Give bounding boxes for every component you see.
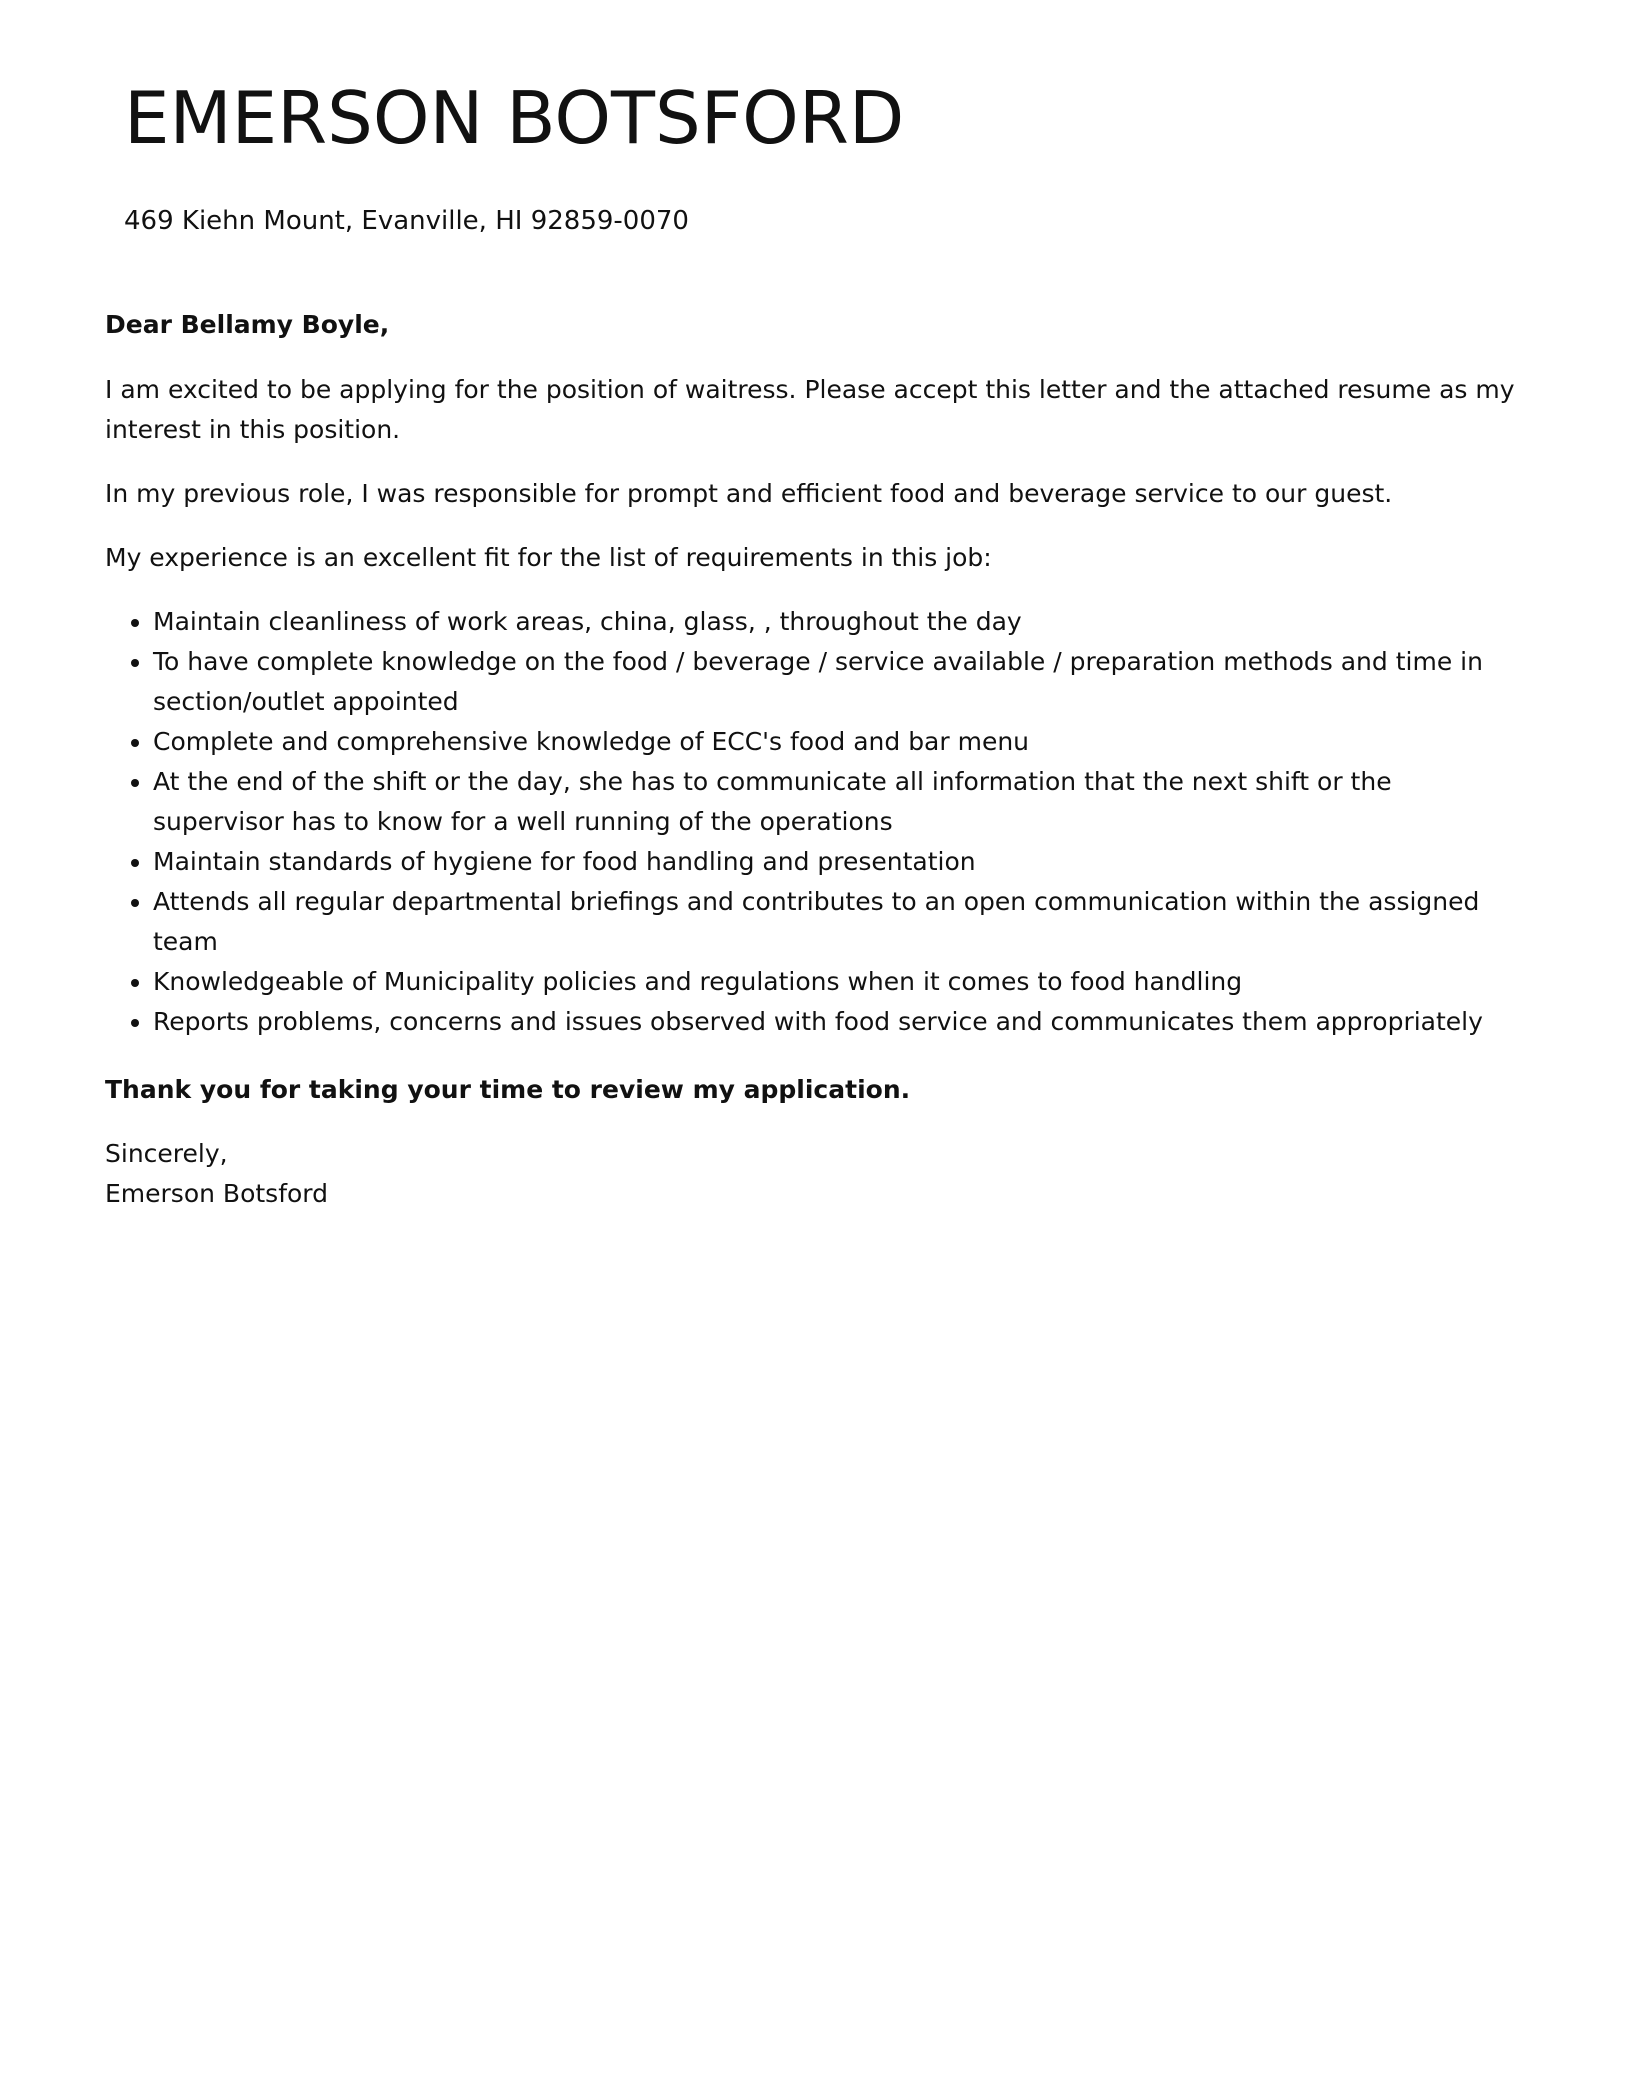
requirements-list (105, 602, 1525, 1042)
requirement-item: • At the end of the shift or the day, she has to communicate all information that the next shift or the supervisor has to know for a well running of the operations (153, 762, 1525, 842)
requirement-item: • Attends all regular departmental briefings and contributes to an open communication within the assigned team (153, 882, 1525, 962)
closing-line: Thank you for taking your time to review my application. (105, 1075, 911, 1104)
requirement-item: • Knowledgeable of Municipality policies and regulations when it comes to food handling (153, 962, 1525, 1002)
applicant-address: 469 Kiehn Mount, Evanville, HI 92859-0070 (124, 206, 689, 236)
sign-off (105, 1134, 1525, 1214)
requirement-item: • Reports problems, concerns and issues observed with food service and communicates them appropriately (153, 1002, 1525, 1042)
requirement-item: • Maintain cleanliness of work areas, china, glass, , throughout the day (153, 602, 1525, 642)
signature-name: Emerson Botsford (105, 1179, 328, 1208)
requirement-item: • To have complete knowledge on the food / beverage / service available / preparation methods and time in section/outlet appointed (153, 642, 1525, 722)
letter-header (124, 70, 1524, 238)
requirement-item: • Complete and comprehensive knowledge of ECC's food and bar menu (153, 722, 1525, 762)
letter-body (105, 308, 1525, 1214)
intro-paragraph: I am excited to be applying for the position of waitress. Please accept this letter and the attached resume as my interest in this position. (105, 375, 1515, 444)
requirements-intro: My experience is an excellent fit for the list of requirements in this job: (105, 543, 992, 572)
requirement-item: • Maintain standards of hygiene for food handling and presentation (153, 842, 1525, 882)
sign-off-word: Sincerely, (105, 1139, 228, 1168)
applicant-name: EMERSON BOTSFORD (124, 76, 905, 160)
salutation: Dear Bellamy Boyle, (105, 310, 390, 339)
experience-paragraph: In my previous role, I was responsible for prompt and efficient food and beverage service to our guest. (105, 479, 1393, 508)
